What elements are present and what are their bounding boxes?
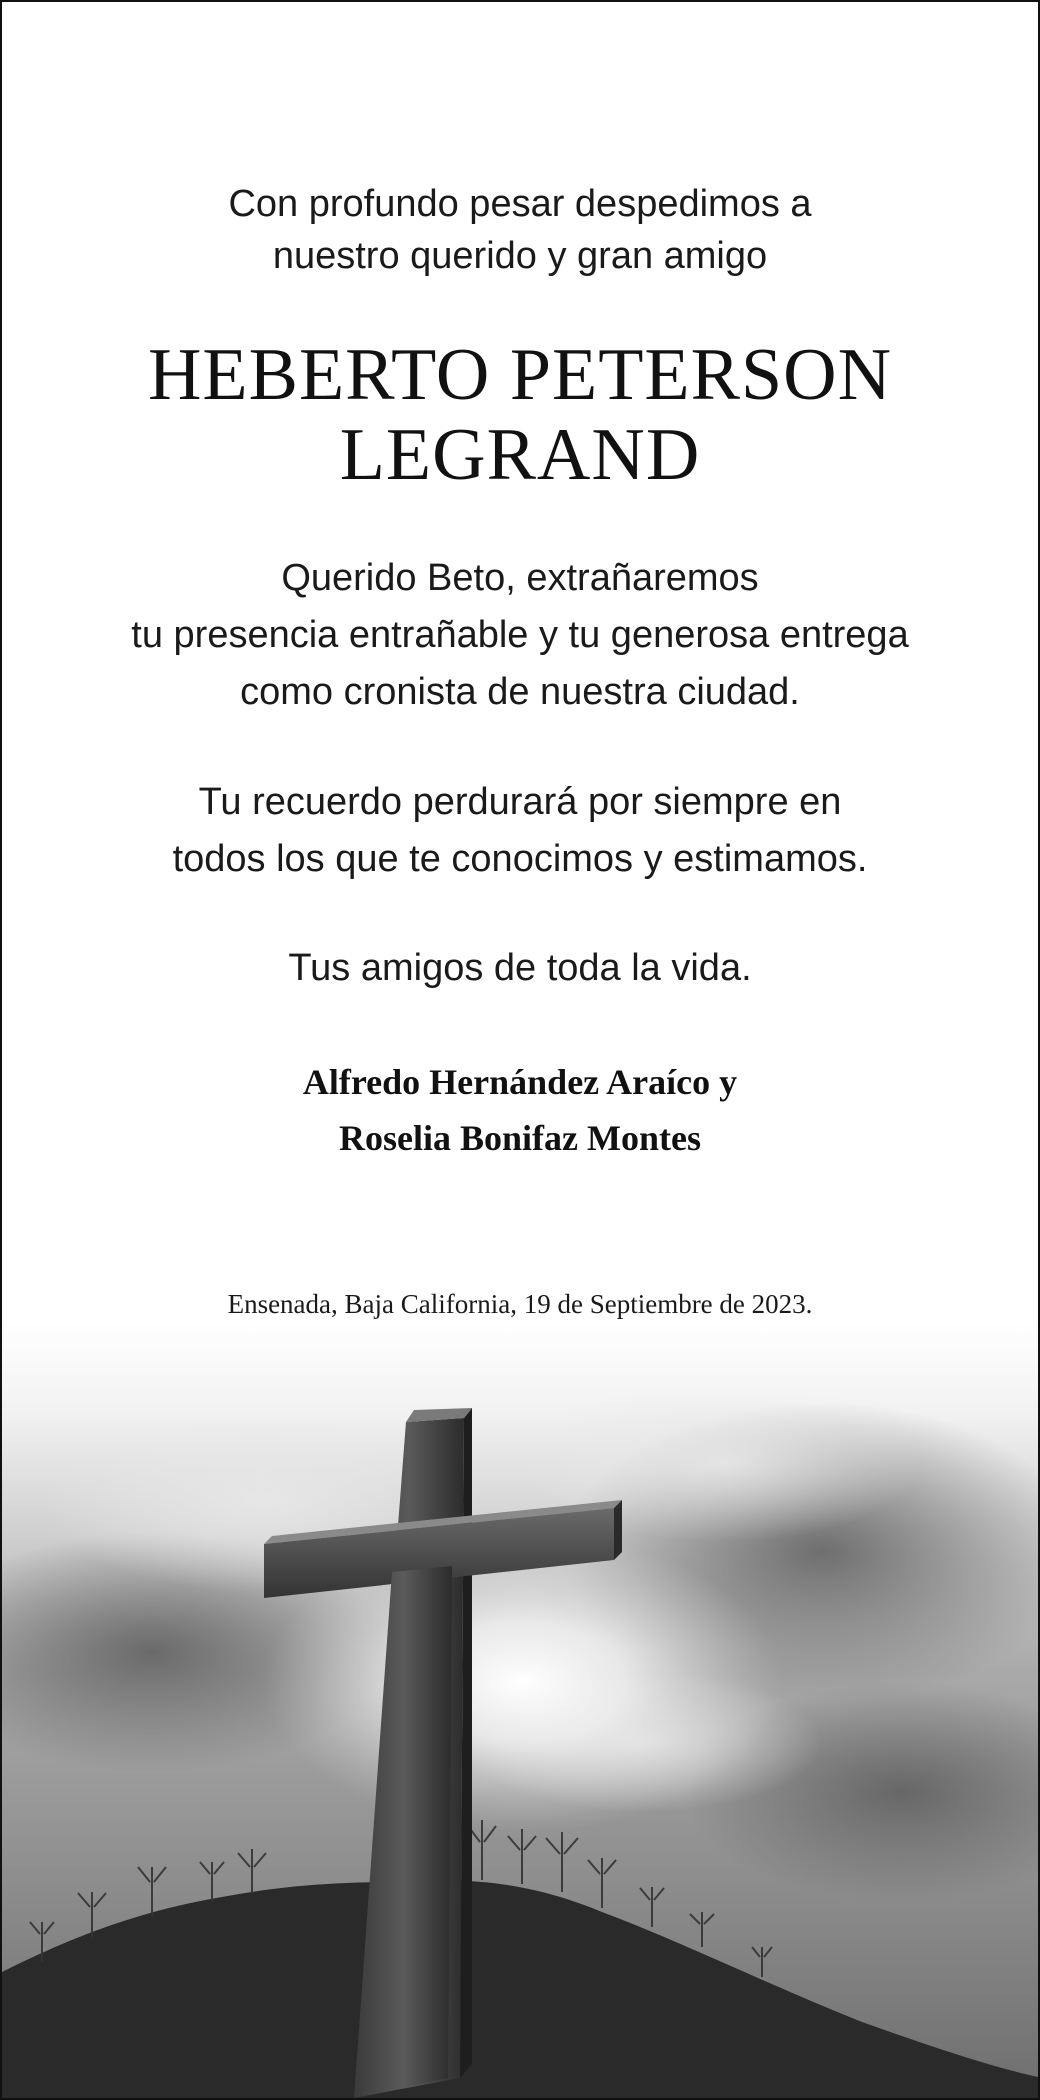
message-paragraph (2, 550, 1038, 721)
intro-line: Con profundo pesar despedimos a (228, 183, 812, 225)
name-line: HEBERTO PETERSON (147, 334, 893, 416)
closing-line: Tus amigos de toda la vida. (288, 947, 752, 989)
intro-text (2, 178, 1038, 282)
place-date: Ensenada, Baja California, 19 de Septiembre de 2023. (227, 1289, 813, 1319)
deceased-name (2, 335, 1038, 495)
memory-line: todos los que te conocimos y estimamos. (172, 838, 868, 880)
signer-line: Alfredo Hernández Araíco y (302, 1062, 738, 1102)
cross-on-hill-illustration (2, 1322, 1038, 2098)
cross-beam-end (614, 1500, 622, 1560)
message-line: Querido Beto, extrañaremos (281, 557, 759, 599)
memory-line: Tu recuerdo perdurará por siempre en (198, 781, 842, 823)
intro-line: nuestro querido y gran amigo (272, 235, 768, 277)
signer-line: Roselia Bonifaz Montes (339, 1118, 701, 1158)
name-line: LEGRAND (339, 414, 701, 496)
message-line: como cronista de nuestra ciudad. (240, 671, 800, 713)
signers (2, 1054, 1038, 1166)
message-line: tu presencia entrañable y tu generosa entrega (131, 614, 909, 656)
memory-paragraph (2, 774, 1038, 888)
